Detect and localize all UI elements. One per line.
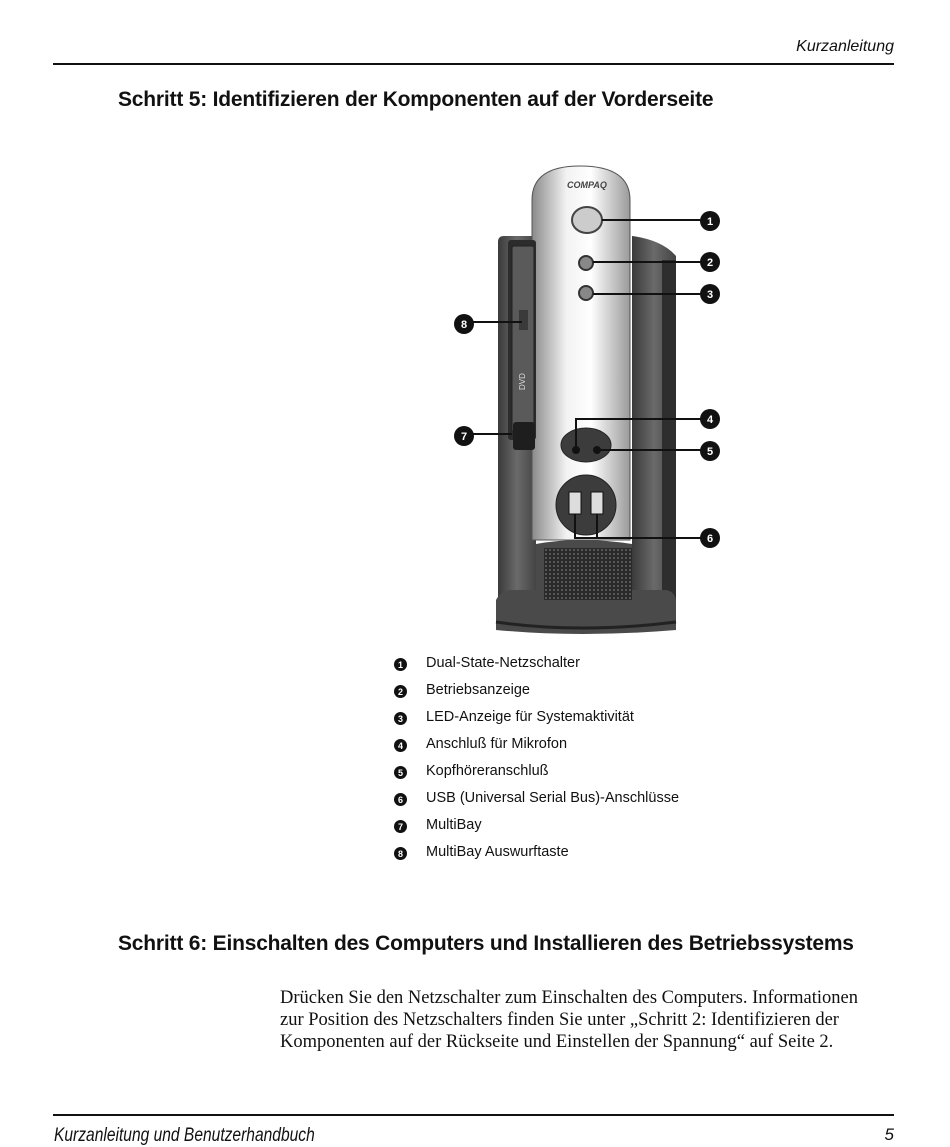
legend-item (394, 682, 679, 709)
legend-item (394, 817, 679, 844)
callout-6-text: 6 (706, 533, 714, 545)
legend-item (394, 709, 679, 736)
speaker-grille (544, 548, 632, 600)
multibay-drive (512, 246, 534, 432)
legend-label: MultiBay Auswurftaste (426, 844, 569, 860)
footer-book-title: Kurzanleitung und Benutzerhandbuch (54, 1125, 315, 1146)
callout-1-text: 1 (706, 216, 714, 228)
computer-front-figure (440, 160, 740, 640)
step5-heading: Schritt 5: Identifizieren der Komponenten auf der Vorderseite (118, 88, 714, 111)
callout-2-text: 2 (706, 257, 714, 269)
legend-label: Betriebsanzeige (426, 682, 530, 698)
power-switch (572, 207, 602, 233)
audio-panel (561, 428, 611, 462)
multibay-release (513, 422, 535, 450)
page-number: 5 (884, 1125, 894, 1144)
callout-7-text: 7 (460, 431, 468, 443)
legend-item (394, 655, 679, 682)
legend-number: 8 (394, 847, 407, 860)
callout-8-text: 8 (460, 319, 468, 331)
legend-item (394, 763, 679, 790)
legend-item (394, 736, 679, 763)
legend-number: 6 (394, 793, 407, 806)
legend-label: Kopfhöreranschluß (426, 763, 549, 779)
activity-led (579, 286, 593, 300)
legend-label: MultiBay (426, 817, 482, 833)
legend-item (394, 790, 679, 817)
drive-slot (519, 310, 528, 330)
component-legend (394, 655, 679, 871)
step6-heading: Schritt 6: Einschalten des Computers und Installieren des Betriebssystems (118, 932, 854, 955)
drive-dvd-label: DVD (518, 373, 527, 390)
callout-4-text: 4 (706, 414, 714, 426)
legend-number: 4 (394, 739, 407, 752)
legend-label: Anschluß für Mikrofon (426, 736, 568, 752)
footer-rule (53, 1114, 894, 1116)
callout-5-text: 5 (706, 446, 714, 458)
legend-number: 5 (394, 766, 407, 779)
callout-3-text: 3 (706, 289, 714, 301)
usb-port-1 (569, 492, 581, 514)
usb-panel (556, 475, 616, 535)
microphone-jack (572, 446, 580, 454)
legend-number: 3 (394, 712, 407, 725)
legend-number: 7 (394, 820, 407, 833)
legend-number: 1 (394, 658, 407, 671)
legend-label: Dual-State-Netzschalter (426, 655, 580, 671)
legend-item (394, 844, 679, 871)
legend-label: USB (Universal Serial Bus)-Anschlüsse (426, 790, 680, 806)
step6-paragraph (280, 987, 900, 1053)
right-side-shade (662, 260, 676, 630)
usb-port-2 (591, 492, 603, 514)
paragraph-line: Drücken Sie den Netzschalter zum Einschalten des Computers. Informationen (280, 988, 858, 1008)
brand-logo: COMPAQ (567, 180, 607, 190)
legend-number: 2 (394, 685, 407, 698)
header-rule (53, 63, 894, 65)
power-led (579, 256, 593, 270)
paragraph-line: zur Position des Netzschalters finden Sie unter „Schritt 2: Identifizieren der (280, 1010, 839, 1030)
running-head: Kurzanleitung (796, 38, 894, 55)
paragraph-line: Komponenten auf der Rückseite und Einstellen der Spannung“ auf Seite 2. (280, 1032, 834, 1052)
legend-label: LED-Anzeige für Systemaktivität (426, 709, 634, 725)
